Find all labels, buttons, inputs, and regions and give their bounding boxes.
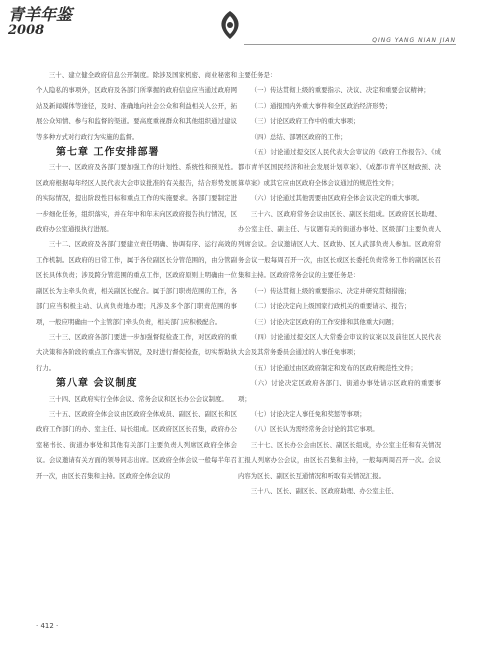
list-item: （三）讨论决定区政府的工作安排和其他重大问题； [250,317,398,326]
list-item: （一）传达贯彻上级的重要指示、决议、决定和重要会议精神； [250,86,430,95]
list-item: （二）讨论决定向上级国家行政机关的重要请示、报告； [250,302,411,311]
list-item: （六）讨论决定区政府各部门、街道办事处请示区政府的重要事项； [238,379,441,403]
list-item: （一）传达贯彻上级的重要指示、决定并研究贯彻措施； [250,286,411,295]
list-item: （七）讨论决定人事任免和奖惩等事项； [250,409,366,418]
list-item: （四）讨论通过提交区人大常委会审议的议案以及前往区人民代表大会及其常务委员会通过的人事任免事项； [238,332,441,357]
chapter-heading: 第七章 工作安排部署 [56,147,160,159]
paragraph: 三十、建立健全政府信息公开制度。除涉及国家机密、商业秘密和个人隐私的事项外，区政府及各部门所掌握的政府信息应当通过政府网站及新闻媒体等途径，及时、准确地向社会公众和利益相关人公开，拓展公众知情、参与和监督的渠道。要高度重视群众和其他组织通过建议等多种方式对行政行为实施的监督。 [36,71,237,141]
paragraph: 三十五、区政府全体会议由区政府全体成员、副区长、副区长和区政府工作部门的办、室主任、局长组成。区政府区区长召集，政府办公室秘书长、街道办事处和其他有关部门主要负责人列席区政府全体会议。会议邀请有关方面的领导同志出席。区政府全体会议一般每半年召开一次，由区长召集和主持。区政府全体会议的 [36,409,237,480]
paragraph: 三十二、区政府及各部门要建立责任明确、协调有序、运行高效的工作机制。区政府的日常工作，属于各位副区长分管范围的，由分管副区长具体负责；涉及跨分管范围的重点工作，区政府原则上明确由一位副区长为主牵头负责，相关副区长配合。属于部门职责范围的工作，各部门应当积极主动、认真负责地办理；凡涉及多个部门职责范围的事项，一般应明确由一个主管部门牵头负责，相关部门应积极配合。 [36,240,237,326]
paragraph: 三十六、区政府常务会议由区长、副区长组成。区政府区长助理、办公室主任、副主任、与议题有关的街道办事处、区级部门主要负责人列席会议。会议邀请区人大、区政协、区人武部负责人参加。区政府常务会议一般每周召开一次，由区长或区长委托负责常务工作的副区长召集和主持。区政府常务会议的主要任务是： [238,209,441,280]
paragraph: 三十八、区长、副区长、区政府助理、办公室主任、 [250,486,398,495]
logo-title: 青羊年鉴 [8,5,73,24]
paragraph: 三十四、区政府实行全体会议、常务会议和区长办公会议制度。 [48,394,228,403]
logo-year: 2008 [8,23,45,38]
list-item: （六）讨论通过其他需要由区政府全体会议决定的重大事项。 [250,194,424,203]
list-item: （二）通报国内外重大事件和全区政治经济形势； [250,101,392,110]
paragraph: 主要任务是： [238,71,277,79]
page-header [0,0,480,52]
paragraph: 三十一、区政府及各部门要加强工作的计划性、系统性和预见性。区政府根据每年经区人民代表大会审议批准的有关报告，结合形势发展的实际情况，提出阶段性目标和重点工作的实施要求。各部门要制定进一步细化任务，组织落实，并在年中和年末向区政府报告执行情况，区政府办公室通报执行进展。 [36,163,237,234]
left-column [36,68,237,484]
list-item: （四）总结、部署区政府的工作； [250,132,347,141]
list-item: （八）区长认为需经常务会讨论的其它事项。 [250,425,379,434]
list-item: （五）讨论通过由区政府制定和发布的区政府规范性文件； [250,363,417,372]
list-item: （五）讨论通过提交区人民代表大会审议的《政府工作报告》、《成都市青羊区国民经济和社会发展计划草案》、《成都市青羊区财政预、决算草案》或其它应由区政府全体会议通过的规范性文件； [238,148,441,187]
header-english-title: QING YANG NIAN JIAN [372,37,456,44]
emblem-icon [217,10,243,40]
header-divider [244,44,456,45]
chapter-heading: 第八章 会议制度 [56,378,138,390]
paragraph: 三十七、区长办公会由区长、副区长组成，办公室主任和有关情况汇报人列席办公会议，由区长召集和主持，一般每两周召开一次。会议内容为区长、副区长互通情况和听取有关情况汇报。 [238,440,441,480]
yearbook-logo [8,6,118,46]
paragraph: 三十三、区政府各部门要进一步加强督促检查工作，对区政府的重大决策和各阶段的重点工作落实情况，及时进行督促检查，切实帮助执行力。 [36,332,237,372]
right-column [238,68,441,499]
list-item: （三）讨论区政府工作中的重大事项； [250,117,360,126]
page-number: · 412 · [36,622,59,630]
